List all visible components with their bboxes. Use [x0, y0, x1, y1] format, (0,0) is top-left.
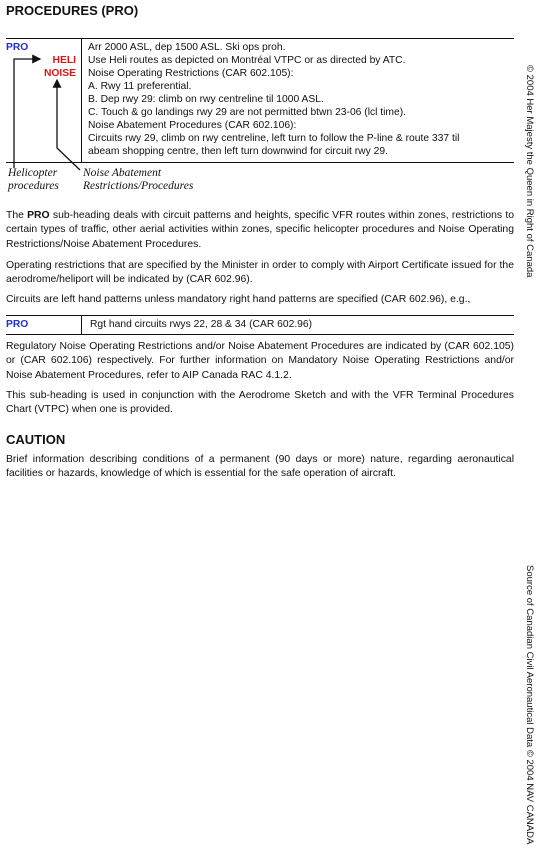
- callout-left-line: procedures: [8, 180, 59, 192]
- box2-top-rule: [6, 315, 514, 316]
- callout-helicopter-label: [8, 167, 59, 193]
- callout-right-line: Noise Abatement: [83, 167, 162, 179]
- copyright-side-text: © 2004 Her Majesty the Queen in Right of Canada: [524, 65, 535, 278]
- box1-line: abeam shopping centre, then left turn downwind for circuit rwy 29.: [88, 146, 388, 157]
- source-side-text: Source of Canadian Civil Aeronautical Data © 2004 NAV CANADA: [524, 565, 535, 845]
- box1-line: Use Heli routes as depicted on Montréal VTPC or as directed by ATC.: [88, 55, 406, 66]
- heli-label: HELI: [52, 55, 76, 66]
- box1-line: Arr 2000 ASL, dep 1500 ASL. Ski ops proh.: [88, 42, 286, 53]
- callout-right-line: Restrictions/Procedures: [83, 180, 194, 192]
- para1-text: The: [6, 210, 28, 221]
- paragraph-operating-restrictions: Operating restrictions that are specified by the Minister in order to comply with Airport Certificate issued for the aerodrome/heliport will be indicated by (CAR 602.96).: [6, 260, 514, 286]
- box1-line: Circuits rwy 29, climb on rwy centreline, left turn to follow the P-line & route 337 til: [88, 133, 460, 144]
- callout-arrows: [0, 0, 540, 190]
- heli-arrow: [14, 59, 40, 168]
- callout-noise-label: [83, 167, 193, 193]
- pro-label-2: PRO: [6, 319, 29, 330]
- box1-line: C. Touch & go landings rwy 29 are not permitted btwn 23-06 (lcl time).: [88, 107, 407, 118]
- box1-line: B. Dep rwy 29: climb on rwy centreline til 1000 ASL.: [88, 94, 324, 105]
- paragraph-aerodrome-sketch: This sub-heading is used in conjunction with the Aerodrome Sketch and with the VFR Terminal Procedures Chart (VTPC) when one is provided.: [6, 390, 514, 416]
- page-title: PROCEDURES (PRO): [6, 3, 139, 18]
- paragraph-noise-regulatory: Regulatory Noise Operating Restrictions and/or Noise Abatement Procedures are indicated by (CAR 602.105) or (CAR 602.106) respectively. For further information on Mandatory Noise Operating Restrictions and/or Noise Abatement Procedures, refer to AIP Canada RAC 4.1.2.: [6, 341, 514, 381]
- para1-text: sub-heading deals with circuit patterns and heights, specific VFR routes within zones, restrictions to certain types of traffic, other aerial activities within zones, specific helicopter procedures and Noise Operating Restrictions/Noise Abatement Procedures.: [6, 210, 514, 250]
- box1-line: A. Rwy 11 preferential.: [88, 81, 192, 92]
- noise-arrow: [57, 80, 80, 170]
- box1-line: Noise Abatement Procedures (CAR 602.106):: [88, 120, 297, 131]
- box1-line: Noise Operating Restrictions (CAR 602.105):: [88, 68, 294, 79]
- caution-paragraph: Brief information describing conditions of a permanent (90 days or more) nature, regarding aeronautical facilities or hazards, knowledge of which is essential for the safe operation of aircraft.: [6, 454, 514, 480]
- noise-label: NOISE: [43, 68, 76, 79]
- para1-bold: PRO: [27, 210, 50, 221]
- paragraph-circuits: Circuits are left hand patterns unless mandatory right hand patterns are specified (CAR 602.96), e.g.,: [6, 294, 471, 305]
- paragraph-pro-description: [6, 209, 514, 252]
- box2-bottom-rule: [6, 334, 514, 335]
- box2-divider: [81, 315, 82, 334]
- box2-text: Rgt hand circuits rwys 22, 28 & 34 (CAR 602.96): [90, 319, 313, 330]
- caution-heading: CAUTION: [6, 432, 66, 447]
- pro-label: PRO: [6, 42, 29, 53]
- callout-left-line: Helicopter: [8, 167, 58, 179]
